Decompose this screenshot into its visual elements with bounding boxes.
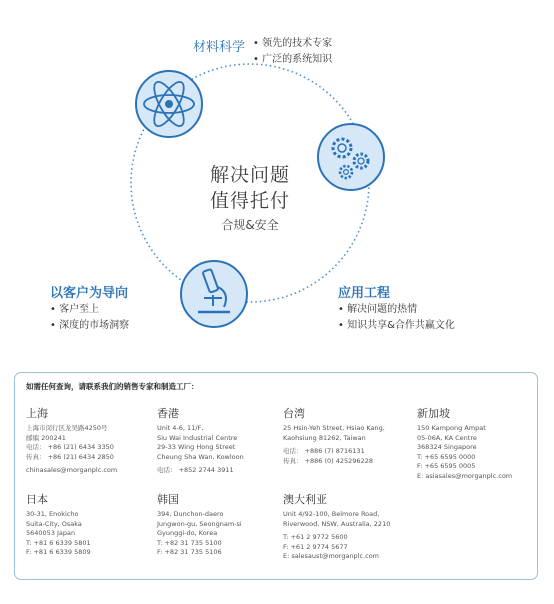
feature-customer-bullets xyxy=(50,302,129,334)
office-phone: 电话： +852 2744 3911 xyxy=(157,466,234,474)
office-shanghai xyxy=(26,405,156,476)
office-city: 日本 xyxy=(26,493,48,506)
atom-icon xyxy=(136,71,202,137)
office-email[interactable]: E: asiasales@morganplc.com xyxy=(417,471,513,480)
office-city: 香港 xyxy=(157,407,179,420)
office-address: 394, Dunchon-daero xyxy=(157,510,224,518)
microscope-icon xyxy=(181,261,247,327)
office-address: 29-33 Wing Hong Street xyxy=(157,443,236,451)
feature-materials-bullets xyxy=(253,36,332,68)
office-korea xyxy=(157,491,287,558)
office-email[interactable]: E: salesaust@morganplc.com xyxy=(283,552,380,560)
feature-materials xyxy=(193,36,245,55)
office-address: 368324 Singapore xyxy=(417,443,477,451)
office-japan xyxy=(26,491,156,558)
office-address: Suita-City, Osaka xyxy=(26,519,82,528)
office-city: 台湾 xyxy=(283,407,305,420)
office-phone: T: +65 6595 0000 xyxy=(417,452,476,461)
office-city: 上海 xyxy=(26,407,48,420)
office-address: Unit 4/92-100, Belmore Road, xyxy=(283,510,380,518)
feature-materials-bullet: • 领先的技术专家 xyxy=(253,36,332,52)
office-city: 新加坡 xyxy=(417,407,450,420)
center-title-line-1: 解决问题 xyxy=(209,164,290,186)
office-address: 上海市闵行区龙吴路4250号 xyxy=(26,424,108,432)
office-city: 澳大利亚 xyxy=(283,493,327,506)
office-address: Cheung Sha Wan, Kowloon xyxy=(157,452,244,461)
office-singapore xyxy=(417,405,547,481)
office-fax: F: +61 2 9774 5677 xyxy=(283,542,348,551)
contact-box xyxy=(14,372,538,580)
feature-engineering-bullet: • 解决问题的热情 xyxy=(338,302,455,318)
office-address: Unit 4-6, 11/F, xyxy=(157,424,204,432)
office-fax: 传真： +86 (21) 6434 2850 xyxy=(26,452,114,461)
feature-engineering-bullets xyxy=(338,302,455,334)
gears-icon xyxy=(318,124,384,190)
office-fax: 传真： +886 (0) 425296228 xyxy=(283,456,373,465)
feature-customer-title: 以客户为导向 xyxy=(50,286,129,301)
office-address: Riverwood, NSW, Australia, 2210 xyxy=(283,519,391,528)
office-address: 150 Kampong Ampat xyxy=(417,424,486,432)
office-phone: T: +81 6 6339 5801 xyxy=(26,538,91,547)
feature-materials-title: 材料科学 xyxy=(193,40,246,55)
office-address: Jungwon-gu, Seongnam-si xyxy=(157,519,242,528)
office-phone: T: +61 2 9772 5600 xyxy=(283,533,348,541)
center-title-line-2: 值得托付 xyxy=(209,190,290,212)
feature-engineering-bullet: • 知识共享&合作共赢文化 xyxy=(338,318,455,334)
office-fax: F: +82 31 735 5106 xyxy=(157,548,222,556)
office-phone: T: +82 31 735 5100 xyxy=(157,538,222,547)
office-phone: 电话： +886 (7) 8716131 xyxy=(283,447,365,455)
feature-engineering-title: 应用工程 xyxy=(338,286,391,301)
feature-materials-bullet: • 广泛的系统知识 xyxy=(253,52,332,68)
office-fax: F: +81 6 6339 5809 xyxy=(26,548,91,556)
office-fax: F: +65 6595 0005 xyxy=(417,462,476,470)
center-subtitle: 合规&安全 xyxy=(221,218,279,232)
office-address: 5640053 Japan xyxy=(26,529,76,537)
contact-heading: 如需任何查询，请联系我们的销售专家和制造工厂： xyxy=(26,382,199,391)
office-address: 25 Hsin-Yeh Street, Hsiao Kang, xyxy=(283,424,385,432)
office-postcode: 邮编 200241 xyxy=(26,433,66,442)
office-address: Gyunggi-do, Korea xyxy=(157,529,218,537)
office-email[interactable]: chinasales@morganplc.com xyxy=(26,466,118,474)
office-australia xyxy=(283,491,413,562)
office-address: 05-06A, KA Centre xyxy=(417,433,477,442)
office-hongkong xyxy=(157,405,287,476)
office-phone: 电话： +86 (21) 6434 3350 xyxy=(26,443,114,451)
office-taiwan xyxy=(283,405,413,466)
office-city: 韩国 xyxy=(157,493,179,506)
feature-customer-bullet: • 客户至上 xyxy=(50,302,129,318)
office-address: Siu Wai Industrial Centre xyxy=(157,433,238,442)
feature-customer-bullet: • 深度的市场洞察 xyxy=(50,318,129,334)
office-address: 30-31, Enokicho xyxy=(26,510,79,518)
office-address: Kaohsiung 81262, Taiwan xyxy=(283,433,366,442)
